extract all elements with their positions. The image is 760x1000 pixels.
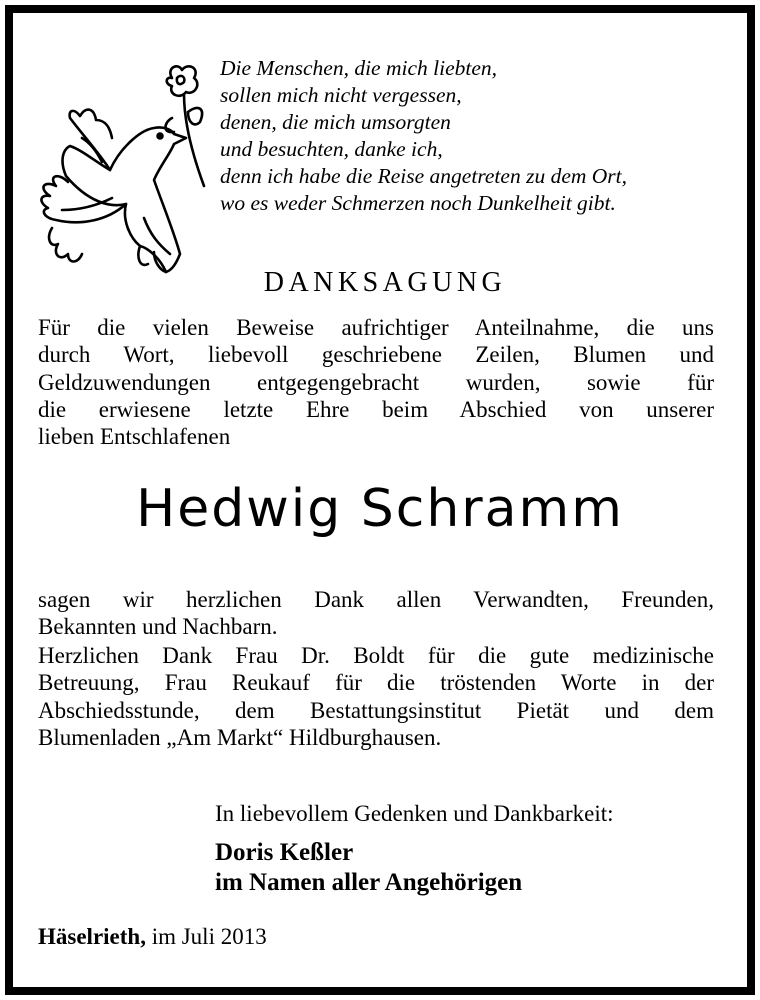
thanks-paragraph (38, 586, 714, 641)
closing-line: In liebevollem Gedenken und Dankbarkeit: (215, 801, 614, 826)
special-thanks-line: Abschiedsstunde, dem Bestattungsinstitut Pietät und dem (38, 697, 714, 723)
intro-line: durch Wort, liebevoll geschriebene Zeilen, Blumen und (38, 342, 714, 368)
intro-line: lieben Entschlafenen (38, 424, 231, 450)
special-thanks-line: Blumenladen „Am Markt“ Hildburghausen. (38, 724, 442, 750)
special-thanks-line: Betreuung, Frau Reukauf für die tröstenden Worte in der (38, 670, 714, 696)
special-thanks-line: Herzlichen Dank Frau Dr. Boldt für die gute medizinische (38, 643, 714, 668)
intro-line: die erwiesene letzte Ehre beim Abschied von unserer (38, 396, 714, 422)
thanks-line: Bekannten und Nachbarn. (38, 614, 278, 640)
date-text: im Juli 2013 (151, 924, 267, 949)
intro-line: Für die vielen Beweise aufrichtiger Anteilnahme, die uns (38, 315, 714, 340)
poem-line: denn ich habe die Reise angetreten zu dem Ort, (220, 164, 627, 188)
poem-line: sollen mich nicht vergessen, (220, 83, 462, 107)
place-date (38, 924, 267, 950)
intro-line: Geldzuwendungen entgegengebracht wurden, sowie für (38, 369, 714, 395)
poem-line: und besuchten, danke ich, (220, 137, 443, 161)
special-thanks-paragraph (38, 642, 714, 751)
poem (220, 55, 730, 217)
signer-on-behalf: im Namen aller Angehörigen (215, 869, 523, 896)
dove-with-rose-icon (22, 58, 222, 276)
notice-heading: DANKSAGUNG (263, 267, 507, 298)
place-name: Häselrieth, (38, 924, 146, 949)
poem-line: wo es weder Schmerzen noch Dunkelheit gibt. (220, 191, 616, 215)
intro-paragraph (38, 314, 714, 450)
thanks-line: sagen wir herzlichen Dank allen Verwandten, Freunden, (38, 587, 714, 612)
signer-name: Doris Keßler (215, 839, 354, 866)
signature-block (215, 838, 522, 898)
poem-line: Die Menschen, die mich liebten, (220, 56, 498, 80)
poem-line: denen, die mich umsorgten (220, 110, 451, 134)
deceased-name: Hedwig Schramm (136, 479, 624, 539)
